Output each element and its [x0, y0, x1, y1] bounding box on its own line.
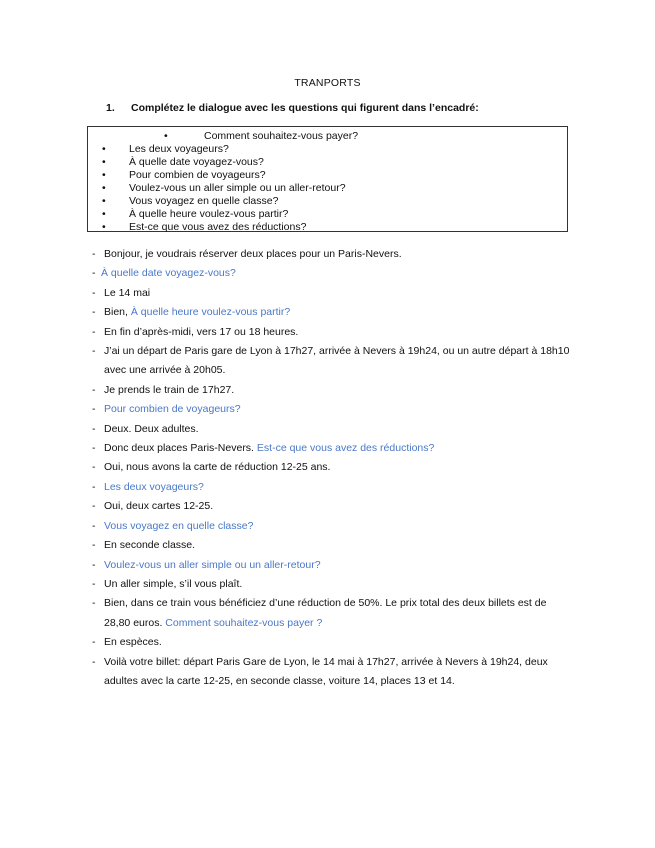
- dialogue-text: Bien, dans ce train vous bénéficiez d’une réduction de 50%. Le prix total des deux billets est de 28,80 euros.: [104, 597, 547, 629]
- dialogue-line: [92, 594, 572, 633]
- dialogue-line: [92, 556, 572, 575]
- box-question-list: [102, 143, 346, 234]
- dialogue-list: [92, 245, 572, 691]
- exercise-number: 1.: [106, 102, 115, 114]
- dialogue-line: [92, 381, 572, 400]
- dash-marker: -: [92, 248, 96, 260]
- dialogue-answer: Comment souhaitez-vous payer ?: [165, 616, 323, 629]
- dialogue-line: [92, 517, 572, 536]
- dialogue-answer: Voulez-vous un aller simple ou un aller-retour?: [104, 558, 321, 571]
- dialogue-text: Oui, deux cartes 12-25.: [104, 500, 214, 513]
- dash-marker: -: [92, 461, 96, 474]
- dialogue-answer: Est-ce que vous avez des réductions?: [256, 442, 435, 455]
- dialogue-text: Bien,: [104, 306, 131, 319]
- dialogue-text: Deux. Deux adultes.: [104, 422, 199, 435]
- dialogue-text: Bonjour, je voudrais réserver deux places pour un Paris-Nevers.: [104, 248, 402, 260]
- dialogue-line: [92, 303, 572, 322]
- box-list-item: [102, 156, 346, 169]
- box-item-text: Vous voyagez en quelle classe?: [129, 195, 279, 207]
- dialogue-text: Donc deux places Paris-Nevers.: [104, 442, 257, 455]
- dash-marker: -: [92, 480, 96, 493]
- dash-marker: -: [92, 345, 96, 358]
- dash-marker: -: [92, 655, 96, 668]
- box-list-item: [102, 208, 346, 221]
- dialogue-text: En fin d’après-midi, vers 17 ou 18 heures.: [104, 325, 299, 338]
- dialogue-line: [92, 497, 572, 516]
- bullet-icon: •: [102, 195, 106, 207]
- dialogue-line: [92, 575, 572, 594]
- dialogue-line: [92, 284, 572, 303]
- box-item-text: Voulez-vous un aller simple ou un aller-retour?: [129, 182, 346, 194]
- dialogue-line: [92, 342, 572, 381]
- dialogue-text: J’ai un départ de Paris gare de Lyon à 17h27, arrivée à Nevers à 19h24, ou un autre départ à 18h10 avec une arrivée à 20h05.: [104, 345, 570, 377]
- instruction-text: Complétez le dialogue avec les questions qui figurent dans l’encadré:: [131, 102, 479, 114]
- dash-marker: -: [92, 306, 96, 319]
- dash-marker: -: [92, 519, 96, 532]
- bullet-icon: •: [102, 182, 106, 194]
- dialogue-text: Un aller simple, s’il vous plaît.: [104, 577, 243, 590]
- dialogue-line: [92, 264, 572, 283]
- dialogue-line: [92, 478, 572, 497]
- box-item-text: Pour combien de voyageurs?: [129, 169, 266, 181]
- box-list-item: [102, 182, 346, 195]
- dialogue-text: En seconde classe.: [104, 539, 196, 552]
- dialogue-line: [92, 536, 572, 555]
- bullet-icon: •: [164, 130, 168, 142]
- box-list-item: [102, 221, 346, 234]
- exercise-instruction: [106, 102, 479, 114]
- dialogue-line: [92, 400, 572, 419]
- dash-marker: -: [92, 325, 96, 338]
- dialogue-text: En espèces.: [104, 636, 162, 649]
- dash-marker: -: [92, 558, 96, 571]
- dash-marker: -: [92, 577, 96, 590]
- box-item-text: Les deux voyageurs?: [129, 143, 229, 155]
- bullet-icon: •: [102, 156, 106, 168]
- box-item-text: Est-ce que vous avez des réductions?: [129, 221, 307, 233]
- bullet-icon: •: [102, 169, 106, 181]
- dialogue-line: [92, 245, 572, 264]
- dash-marker: -: [92, 383, 96, 396]
- box-list-item: [102, 143, 346, 156]
- box-list-item: [102, 169, 346, 182]
- dialogue-answer: Les deux voyageurs?: [104, 480, 204, 493]
- page-title: TRANPORTS: [294, 77, 361, 89]
- box-list-item: [102, 195, 346, 208]
- dash-marker: -: [92, 403, 96, 416]
- dialogue-line: [92, 653, 572, 692]
- box-item-text: À quelle heure voulez-vous partir?: [129, 208, 289, 220]
- dash-marker: -: [92, 597, 96, 610]
- dash-marker: -: [92, 442, 96, 455]
- bullet-icon: •: [102, 208, 106, 220]
- dialogue-text: Le 14 mai: [104, 286, 151, 299]
- dash-marker: -: [92, 286, 96, 299]
- dialogue-line: [92, 439, 572, 458]
- dash-marker: -: [92, 636, 96, 649]
- dialogue-answer: Vous voyagez en quelle classe?: [104, 519, 254, 532]
- box-item-text: Comment souhaitez-vous payer?: [204, 130, 359, 142]
- dialogue-line: [92, 633, 572, 652]
- dialogue-text: Je prends le train de 17h27.: [104, 383, 235, 396]
- bullet-icon: •: [102, 221, 106, 233]
- dash-marker: -: [92, 500, 96, 513]
- dialogue-answer: Pour combien de voyageurs?: [104, 403, 241, 416]
- dialogue-line: [92, 323, 572, 342]
- box-item-text: À quelle date voyagez-vous?: [129, 156, 264, 168]
- dialogue-answer: À quelle heure voulez-vous partir?: [130, 306, 291, 319]
- dialogue-line: [92, 458, 572, 477]
- dialogue-line: [92, 420, 572, 439]
- dash-marker: -: [92, 267, 96, 280]
- bullet-icon: •: [102, 143, 106, 155]
- box-first-item: [164, 130, 358, 142]
- dash-marker: -: [92, 422, 96, 435]
- dialogue-text: Voilà votre billet: départ Paris Gare de Lyon, le 14 mai à 17h27, arrivée à Nevers à 19h24, deux adultes avec la carte 12-25, en seconde classe, voiture 14, places 13 et 14.: [104, 655, 548, 687]
- dialogue-answer: À quelle date voyagez-vous?: [101, 267, 236, 280]
- dialogue-text: Oui, nous avons la carte de réduction 12-25 ans.: [104, 461, 331, 474]
- dash-marker: -: [92, 539, 96, 552]
